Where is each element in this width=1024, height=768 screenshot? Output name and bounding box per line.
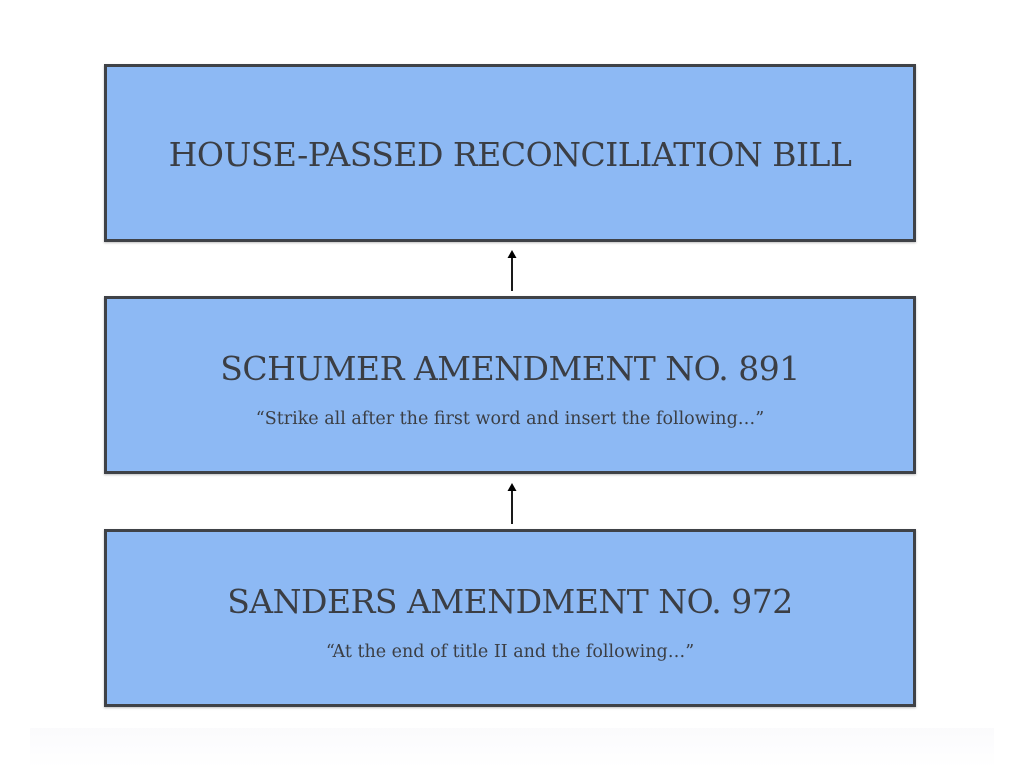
house-bill-box	[104, 64, 916, 242]
sanders-amendment-box	[104, 529, 916, 707]
sanders-amendment-quote: “At the end of title II and the following…”	[325, 642, 695, 662]
sanders-amendment-title: SANDERS AMENDMENT NO. 972	[227, 582, 793, 621]
schumer-amendment-quote: “Strike all after the first word and insert the following…”	[255, 409, 765, 429]
schumer-amendment-title: SCHUMER AMENDMENT NO. 891	[220, 349, 800, 388]
schumer-amendment-box	[104, 296, 916, 474]
up-arrow-icon	[504, 250, 520, 292]
up-arrow-icon	[504, 483, 520, 525]
house-bill-title: HOUSE-PASSED RECONCILIATION BILL	[168, 135, 852, 174]
bottom-reflection	[30, 728, 994, 768]
